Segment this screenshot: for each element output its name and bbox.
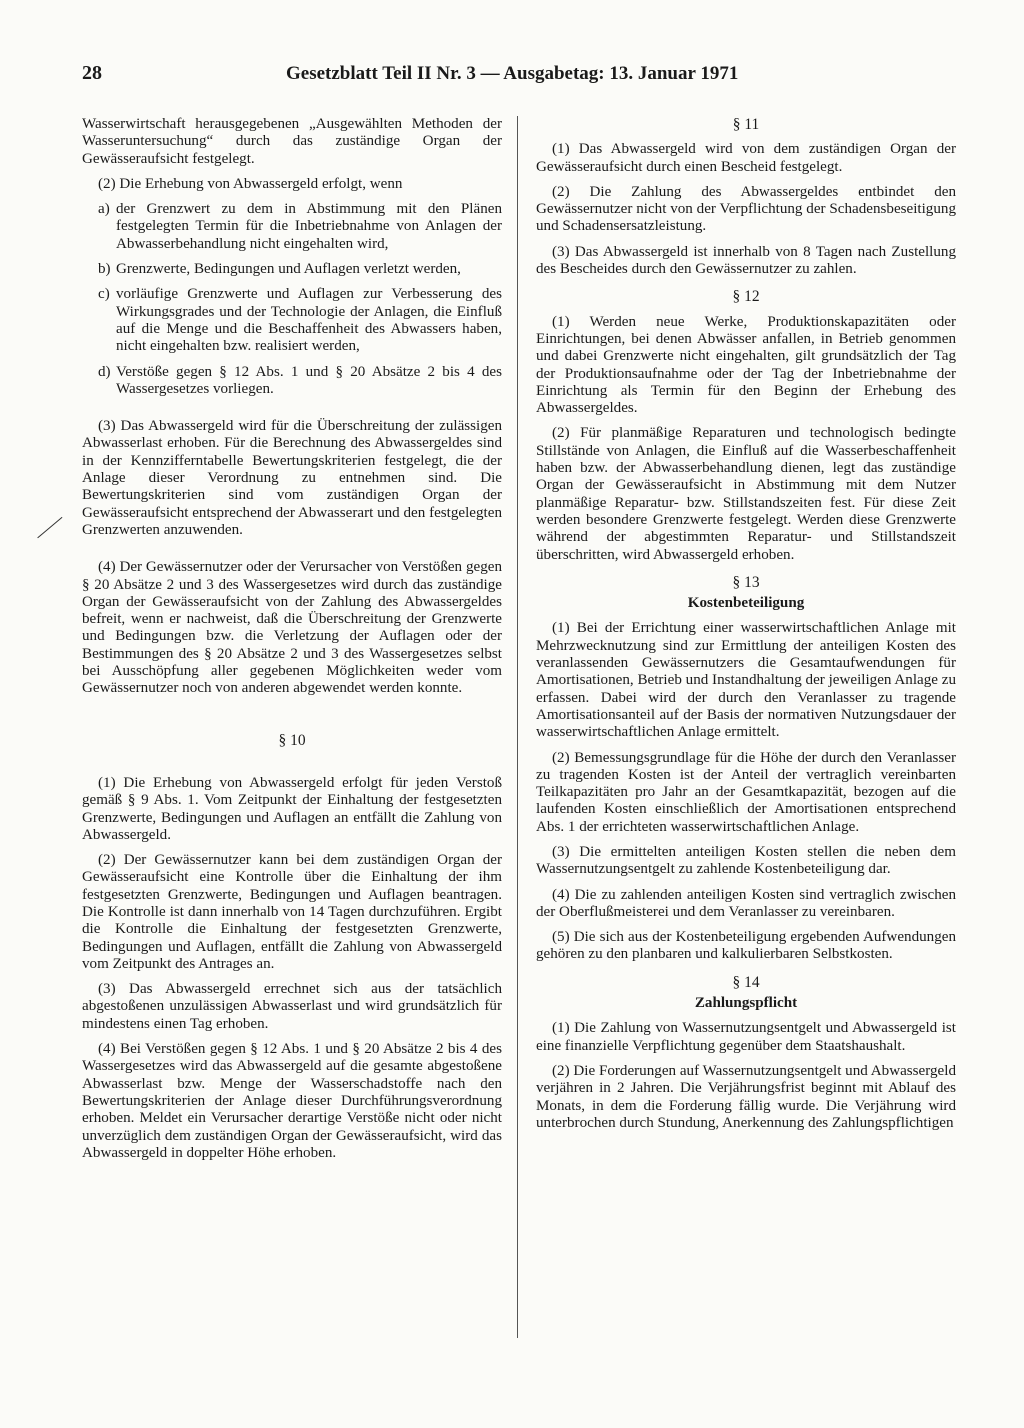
paragraph-11-3: (3) Das Abwassergeld ist innerhalb von 8 Tagen nach Zustellung des Bescheides durch den Gewässernutzer zu zahlen. <box>536 243 956 278</box>
section-heading-10: § 10 <box>278 731 306 749</box>
page-number: 28 <box>82 62 102 84</box>
left-column <box>82 116 502 1170</box>
paragraph-9-4: (4) Der Gewässernutzer oder der Verursacher von Verstößen gegen § 20 Absätze 2 und 3 des Wassergesetzes wird durch das zuständige Organ der Gewässeraufsicht von der Zahlung des Abwassergeldes befreit, wenn er nachweist, daß die Überschreitung der Grenzwerte und Bedingungen bzw. die Verletzung der Auflagen oder der Bestimmungen des § 20 Absätze 2 und 3 des Wassergesetzes selbst bei Ausschöpfung aller gegebenen Möglichkeiten weder vom Gewässernutzer noch von anderen abgewendet werden konnte. <box>82 559 502 697</box>
list-item <box>82 201 502 253</box>
section-heading-11: § 11 <box>732 116 760 133</box>
paragraph-10-3: (3) Das Abwassergeld errechnet sich aus der tatsächlich abgestoßenen unzulässigen Abwasserlast und wird grundsätzlich für mindestens einen Tag erhoben. <box>82 981 502 1032</box>
list-item-text: Verstöße gegen § 12 Abs. 1 und § 20 Absätze 2 bis 4 des Wassergesetzes vorliegen. <box>116 363 502 397</box>
section-heading-12: § 12 <box>732 288 760 306</box>
section-heading-14: § 14 <box>732 973 760 991</box>
paragraph-13-1: (1) Bei der Errichtung einer wasserwirtschaftlichen Anlage mit Mehrzwecknutzung sind zur Ermittlung der anteiligen Kosten des veranlassenden Gewässernutzers die Gesamtaufwendungen für Amortisationen, Betrieb und Instandhaltung der jeweiligen Anlage zu erfassen. Dabei wird der durch den Veranlasser zu tragende Amortisationsanteil auf der Basis der normativen Nutzungsdauer der wasserwirtschaftlichen Anlage ermittelt. <box>536 620 957 741</box>
list-item-text: vorläufige Grenzwerte und Auflagen zur Verbesserung des Wirkungsgrades und der Technologie der Anlagen, die Einfluß auf die Menge und die Beschaffenheit des Abwassers haben, nicht eingehalten bzw. realisiert werden, <box>116 286 502 355</box>
margin-pencil-mark <box>37 517 62 539</box>
section-title-13: Kostenbeteiligung <box>687 595 805 612</box>
list-item-text: Grenzwerte, Bedingungen und Auflagen verletzt werden, <box>116 261 461 278</box>
section-heading-13: § 13 <box>732 573 760 591</box>
list-item-text: der Grenzwert zu dem in Abstimmung mit den Plänen festgelegten Termin für die Inbetriebnahme von Anlagen der Abwasserbehandlung nicht eingehalten wird, <box>116 201 502 252</box>
paragraph-9-2: (2) Die Erhebung von Abwassergeld erfolgt, wenn <box>98 175 403 192</box>
spacer <box>82 547 502 559</box>
list-item <box>82 364 502 399</box>
paragraph-continued: Wasserwirtschaft herausgegebenen „Ausgewählten Methoden der Wasseruntersuchung“ durch das zuständige Organ der Gewässeraufsicht festgelegt. <box>82 116 502 167</box>
paragraph-11-1: (1) Das Abwassergeld wird von dem zuständigen Organ der Gewässeraufsicht durch einen Bescheid festgelegt. <box>536 141 956 175</box>
paragraph-10-1: (1) Die Erhebung von Abwassergeld erfolgt für jeden Verstoß gemäß § 9 Abs. 1. Vom Zeitpunkt der Einhaltung der festgesetzten Grenzwerte, Bedingungen und Auflagen an entfällt die Zahlung von Abwassergeld. <box>82 774 502 843</box>
gazette-title: Gesetzblatt Teil II Nr. 3 — Ausgabetag: 13. Januar 1971 <box>286 63 739 84</box>
list-item <box>82 261 502 278</box>
paragraph-9-3: (3) Das Abwassergeld wird für die Überschreitung der zulässigen Abwasserlast erhoben. Für die Berechnung des Abwassergeldes sind in der Kennzifferntabelle Bewertungskriterien festgelegt, die der Anlage dieser Verordnung zu entnehmen sind. Die Bewertungskriterien sind vom zuständigen Organ der Gewässeraufsicht entsprechend der Abwasserart und den festgelegten Grenzwerten anzuwenden. <box>82 418 502 538</box>
spacer <box>82 406 502 418</box>
paragraph-13-4: (4) Die zu zahlenden anteiligen Kosten sind vertraglich zwischen der Oberflußmeisterei und dem Veranlasser zu vereinbaren. <box>536 886 956 920</box>
paragraph-12-1: (1) Werden neue Werke, Produktionskapazitäten oder Einrichtungen, bei denen Abwässer anfallen, in Betrieb genommen und dabei Grenzwerte nicht eingehalten, gilt grundsätzlich der Tag der Produktionsaufnahme oder der Tag der Inbetriebnahme der Einrichtung als Termin für den Beginn der Erhebung des Abwassergeldes. <box>536 313 956 417</box>
paragraph-14-1: (1) Die Zahlung von Wassernutzungsentgelt und Abwassergeld ist eine finanzielle Verpflichtung gegenüber dem Staatshaushalt. <box>536 1020 956 1054</box>
list-item-label: c) <box>98 286 110 303</box>
section-title-14: Zahlungspflicht <box>694 995 798 1012</box>
paragraph-13-2: (2) Bemessungsgrundlage für die Höhe der durch den Veranlasser zu tragenden Kosten ist der Anteil der vertraglich vereinbarten Teilkapazitäten pro Jahr an der Gesamtkapazität, bezogen auf die laufenden Kosten einschließlich der Amortisationen entsprechend Abs. 1 der errichteten wasserwirtschaftlichen Anlage. <box>536 749 956 835</box>
right-column <box>536 116 956 1140</box>
paragraph-12-2: (2) Für planmäßige Reparaturen und technologisch bedingte Stillstände von Anlagen, die Einfluß auf die Wasserbeschaffenheit haben bzw. der Abwasserbehandlung dienen, legt das zuständige Organ der Gewässeraufsicht in Abstimmung mit dem Nutzer planmäßige Reparatur- bzw. Stillstandszeiten fest. Für diese Zeit werden besondere Grenzwerte festgelegt. Werden diese Grenzwerte während der abgestimmten Reparatur- und Stillstandszeit überschritten, wird Abwassergeld erhoben. <box>536 425 956 563</box>
list-item-label: d) <box>98 363 111 380</box>
paragraph-13-3: (3) Die ermittelten anteiligen Kosten stellen die neben dem Wassernutzungsentgelt zu zahlende Kostenbeteiligung dar. <box>536 843 956 878</box>
paragraph-13-5: (5) Die sich aus der Kostenbeteiligung ergebenden Aufwendungen gehören zu den planbaren und kalkulierbaren Selbstkosten. <box>536 929 956 963</box>
paragraph-10-2: (2) Der Gewässernutzer kann bei dem zuständigen Organ der Gewässeraufsicht eine Kontrolle über die Einhaltung der ihm festgesetzten Grenzwerte, Bedingungen und Auflagen beantragen. Die Kontrolle ist dann innerhalb von 14 Tagen durchzuführen. Ergibt die Kontrolle die Einhaltung der festgesetzten Grenzwerte, Bedingungen und Auflagen, entfällt die Zahlung von Abwassergeld vom Zeitpunkt des Antrages an. <box>82 852 502 972</box>
column-divider <box>517 116 518 1338</box>
list-item-label: a) <box>98 201 110 218</box>
list-item-label: b) <box>98 261 111 278</box>
paragraph-11-2: (2) Die Zahlung des Abwassergeldes entbindet den Gewässernutzer nicht von der Verpflichtung der Schadensbeseitigung und Schadensersatzleistung. <box>536 183 956 235</box>
list-item <box>82 286 502 355</box>
paragraph-10-4: (4) Bei Verstößen gegen § 12 Abs. 1 und § 20 Absätze 2 bis 4 des Wassergesetzes wird das Abwassergeld auf die gesamte abgestoßene Abwasserlast bzw. Menge der Wasserschadstoffe nach den Bewertungskriterien der Anlage dieser Durchführungsverordnung erhoben. Meldet ein Verursacher derartige Verstöße nicht oder nicht unverzüglich dem zuständigen Organ der Gewässeraufsicht, wird das Abwassergeld in doppelter Höhe erhoben. <box>82 1041 502 1161</box>
paragraph-14-2: (2) Die Forderungen auf Wassernutzungsentgelt und Abwassergeld verjähren in 2 Jahren. Die Verjährungsfrist beginnt mit Ablauf des Monats, in dem die Forderung fällig wurde. Die Verjährung wird unterbrochen durch Stundung, Anerkennung des Zahlungspflichtigen <box>536 1062 956 1131</box>
page-header <box>82 62 754 85</box>
